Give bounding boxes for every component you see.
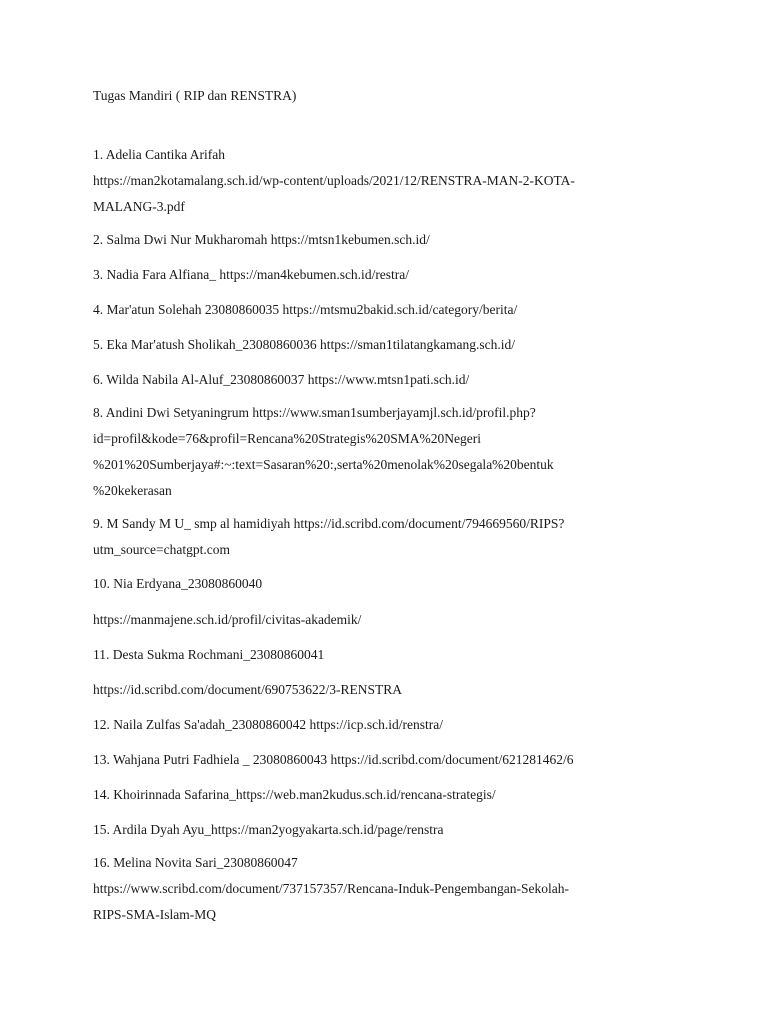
list-item [93, 747, 574, 773]
entry-line: RIPS-SMA-Islam-MQ [93, 907, 217, 922]
list-item [93, 367, 469, 393]
entry-line: 4. Mar'atun Solehah 23080860035 https://mtsmu2bakid.sch.id/category/berita/ [93, 302, 518, 317]
entry-line: %20kekerasan [93, 483, 172, 498]
list-item [93, 677, 402, 703]
entry-line: 11. Desta Sukma Rochmani_23080860041 [93, 647, 325, 662]
document-title: Tugas Mandiri ( RIP dan RENSTRA) [93, 88, 297, 103]
entry-line: https://manmajene.sch.id/profil/civitas-akademik/ [93, 612, 362, 627]
list-item [93, 262, 409, 288]
entry-line: 12. Naila Zulfas Sa'adah_23080860042 https://icp.sch.id/renstra/ [93, 717, 443, 732]
entry-line: 16. Melina Novita Sari_23080860047 [93, 855, 298, 870]
list-item [93, 817, 443, 843]
entry-line: https://www.scribd.com/document/737157357/Rencana-Induk-Pengembangan-Sekolah- [93, 881, 570, 896]
list-item [93, 332, 515, 358]
entry-line: 2. Salma Dwi Nur Mukharomah https://mtsn1kebumen.sch.id/ [93, 232, 430, 247]
list-item [93, 511, 564, 563]
list-item [93, 227, 430, 253]
entry-line: 8. Andini Dwi Setyaningrum https://www.sman1sumberjayamjl.sch.id/profil.php? [93, 405, 536, 420]
entry-line: %201%20Sumberjaya#:~:text=Sasaran%20:,serta%20menolak%20segala%20bentuk [93, 457, 554, 472]
entry-line: 10. Nia Erdyana_23080860040 [93, 576, 263, 591]
list-item [93, 712, 443, 738]
list-item [93, 400, 554, 504]
list-item [93, 607, 361, 633]
entry-line: 1. Adelia Cantika Arifah [93, 147, 225, 162]
entry-line: 6. Wilda Nabila Al-Aluf_23080860037 https://www.mtsn1pati.sch.id/ [93, 372, 470, 387]
entry-line: https://man2kotamalang.sch.id/wp-content/uploads/2021/12/RENSTRA-MAN-2-KOTA- [93, 173, 575, 188]
list-item [93, 142, 575, 220]
entry-line: 3. Nadia Fara Alfiana_ https://man4kebumen.sch.id/restra/ [93, 267, 410, 282]
entry-line: https://id.scribd.com/document/690753622/3-RENSTRA [93, 682, 402, 697]
list-item [93, 297, 517, 323]
list-item [93, 571, 262, 597]
entry-line: MALANG-3.pdf [93, 199, 185, 214]
list-item [93, 850, 569, 928]
entry-line: 5. Eka Mar'atush Sholikah_23080860036 https://sman1tilatangkamang.sch.id/ [93, 337, 516, 352]
entry-line: 14. Khoirinnada Safarina_https://web.man2kudus.sch.id/rencana-strategis/ [93, 787, 496, 802]
list-item [93, 642, 324, 668]
entry-line: 13. Wahjana Putri Fadhiela _ 23080860043 https://id.scribd.com/document/621281462/6 [93, 752, 574, 767]
list-item [93, 782, 496, 808]
entry-line: utm_source=chatgpt.com [93, 542, 230, 557]
entry-line: 9. M Sandy M U_ smp al hamidiyah https://id.scribd.com/document/794669560/RIPS? [93, 516, 565, 531]
entry-line: id=profil&kode=76&profil=Rencana%20Strategis%20SMA%20Negeri [93, 431, 482, 446]
entry-line: 15. Ardila Dyah Ayu_https://man2yogyakarta.sch.id/page/renstra [93, 822, 444, 837]
